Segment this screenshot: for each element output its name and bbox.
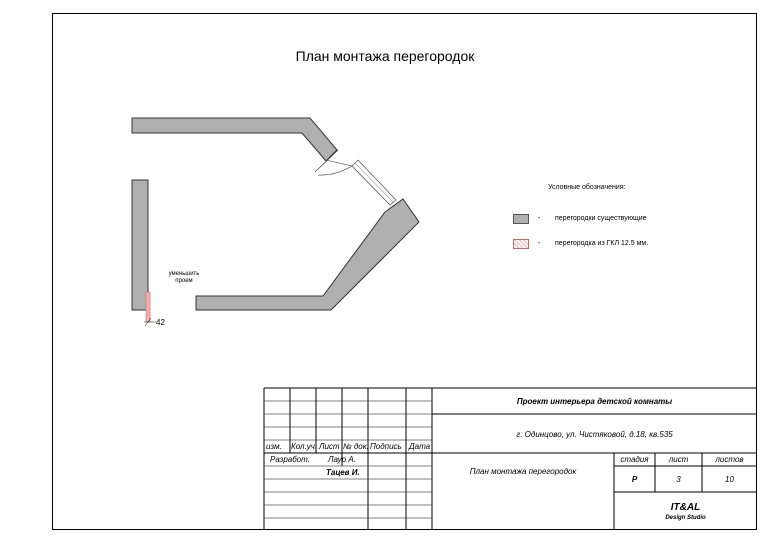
- legend-dash: -: [538, 240, 541, 247]
- sheets-value: 10: [725, 475, 734, 484]
- stage-label: стадия: [620, 455, 649, 464]
- door-arc: [318, 166, 352, 175]
- legend-swatch-gkl: [513, 239, 529, 249]
- note-reduce-opening: уменьшить проем: [168, 271, 200, 284]
- studio-subtitle: Design Studio: [665, 515, 706, 521]
- sheets-label: листов: [715, 455, 744, 464]
- stage-value: Р: [631, 475, 638, 484]
- door-leaf: [326, 160, 352, 166]
- drawing-title: План монтажа перегородок: [295, 48, 475, 64]
- gkl-partition: [146, 292, 150, 322]
- legend-label-gkl: перегородка из ГКЛ 12.5 мм.: [555, 240, 649, 247]
- wall-top: [132, 118, 337, 161]
- sheet-label: лист: [668, 455, 689, 464]
- project-title: Проект интерьера детской комнаты: [516, 397, 673, 406]
- header-signature: Подпись: [370, 442, 402, 451]
- role-developer: Разработ.: [270, 455, 310, 464]
- legend-label-existing: перегородки существующие: [555, 215, 647, 222]
- header-doc-no: № док.: [343, 442, 369, 451]
- dimension-label: 42: [156, 318, 165, 327]
- header-izm: изм.: [266, 442, 282, 451]
- sheet-value: 3: [676, 475, 681, 484]
- project-address: г. Одинцово, ул. Чистяковой, д.18, кв.535: [516, 430, 673, 439]
- sheet-title: План монтажа перегородок: [469, 467, 577, 476]
- header-list: Лист: [319, 442, 340, 451]
- legend-dash: -: [538, 215, 541, 222]
- legend-swatch-existing: [513, 214, 529, 224]
- studio-logo: IT&AL: [670, 502, 701, 513]
- header-kol-uch: Кол.уч.: [291, 442, 318, 451]
- wall-left: [132, 180, 148, 310]
- wall-right: [196, 199, 419, 310]
- name-checker: Тацев И.: [326, 468, 360, 477]
- name-developer: Лаур А.: [328, 455, 356, 464]
- header-date: Дата: [409, 442, 431, 451]
- legend-title: Условные обозначения:: [548, 184, 626, 191]
